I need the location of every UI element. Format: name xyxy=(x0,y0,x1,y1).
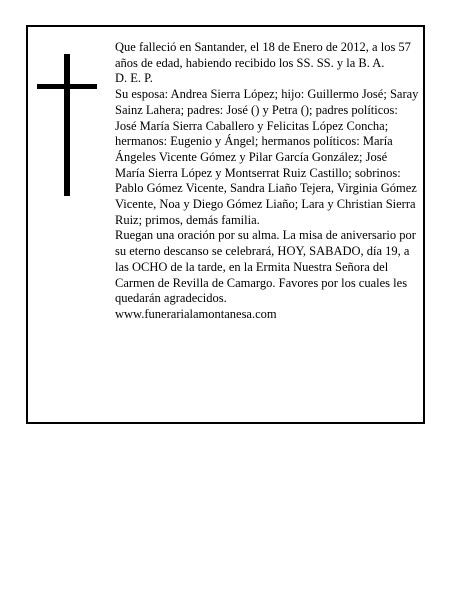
cross-icon xyxy=(37,54,97,196)
prayer-and-mass-details: Ruegan una oración por su alma. La misa de aniversario por su eterno descanso se celebrará, HOY, SABADO, día 19, a las OCHO de la tarde, en la Ermita Nuestra Señora del Carmen de Revilla de Camargo. Favores por los cuales les quedarán agradecidos. xyxy=(115,228,416,306)
cross-vertical-bar xyxy=(64,54,70,196)
obituary-text xyxy=(115,40,420,323)
funeral-home-website: www.funerarialamontanesa.com xyxy=(115,306,277,321)
death-announcement: Que falleció en Santander, el 18 de Enero de 2012, a los 57 años de edad, habiendo recibido los SS. SS. y la B. A. xyxy=(115,40,411,70)
rip-abbreviation: D. E. P. xyxy=(115,71,153,86)
family-list: Su esposa: Andrea Sierra López; hijo: Guillermo José; Saray Sainz Lahera; padres: José () y Petra (); padres políticos: José María Sierra Caballero y Felicitas López Concha; hermanos: Eugenio y Ángel; hermanos políticos: María Ángeles Vicente Gómez y Pilar García González; José María Sierra López y Montserrat Ruiz Castillo; sobrinos: Pablo Gómez Vicente, Sandra Liaño Tejera, Virginia Gómez Vicente, Noa y Diego Gómez Liaño; Lara y Christian Sierra Ruiz; primos, demás familia. xyxy=(115,87,419,227)
cross-horizontal-bar xyxy=(37,84,97,89)
